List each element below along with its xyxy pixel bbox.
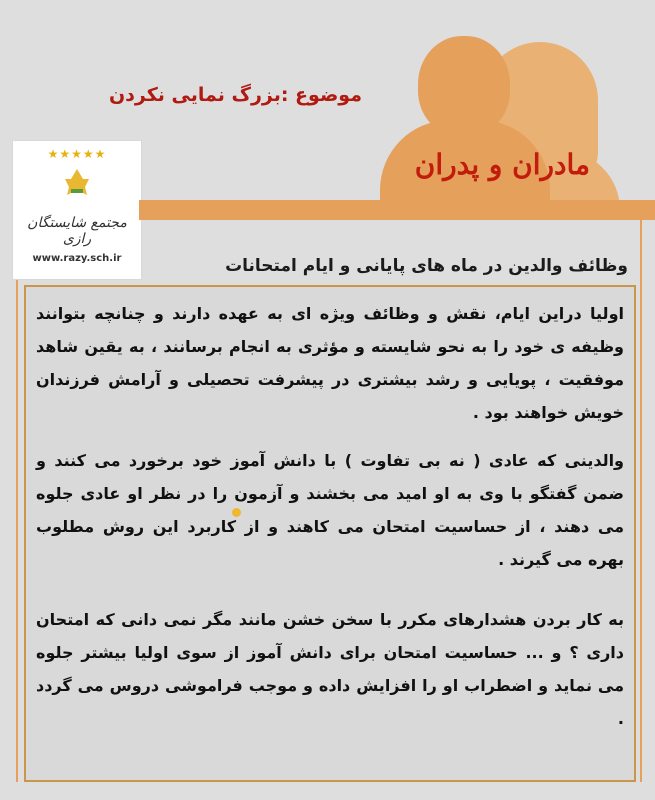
highlight-mark <box>232 508 241 517</box>
header-bar <box>139 200 655 220</box>
subject-title: موضوع :بزرگ نمایی نکردن <box>108 84 362 106</box>
left-border-line <box>16 280 18 782</box>
school-logo <box>12 140 142 280</box>
logo-url: www.razy.sch.ir <box>32 253 122 264</box>
right-border-line <box>640 200 642 782</box>
category-heading: مادران و پدران <box>414 148 590 181</box>
emblem-icon <box>61 167 93 197</box>
article-body <box>24 285 636 782</box>
article-title: وظائف والدین در ماه های پایانی و ایام امتحانات <box>225 256 628 276</box>
paragraph: به کار بردن هشدارهای مکرر با سخن خشن مانند مگر نمی دانی که امتحان داری ؟ و ... حساسیت امتحان برای دانش آموز از سوی اولیا بیشتر جلوه می نماید و اضطراب او را افزایش داده و موجب فراموشی دروس می گردد . <box>36 610 624 728</box>
stars-icon: ★★★★★ <box>47 147 107 161</box>
paragraph: اولیا دراین ایام، نقش و وظائف ویژه ای به عهده دارند و چنانچه بتوانند وظیفه ی خود را به نحو شایسته و مؤثری به انجام برسانند ، به یقین شاهد موفقیت ، پویایی و رشد بیشتری در پیشرفت تحصیلی و آرامش فرزندان خویش خواهند بود . <box>36 304 624 422</box>
paragraph: والدینی که عادی ( نه بی تفاوت ) با دانش آموز خود برخورد می کنند و ضمن گفتگو با وی به او امید می بخشند و آزمون را در نظر او عادی جلوه می دهند ، از حساسیت امتحان می کاهند و از کاربرد این روش مطلوب بهره می گیرند . <box>36 451 624 569</box>
logo-name: مجتمع شایستگان رازی <box>27 215 127 247</box>
